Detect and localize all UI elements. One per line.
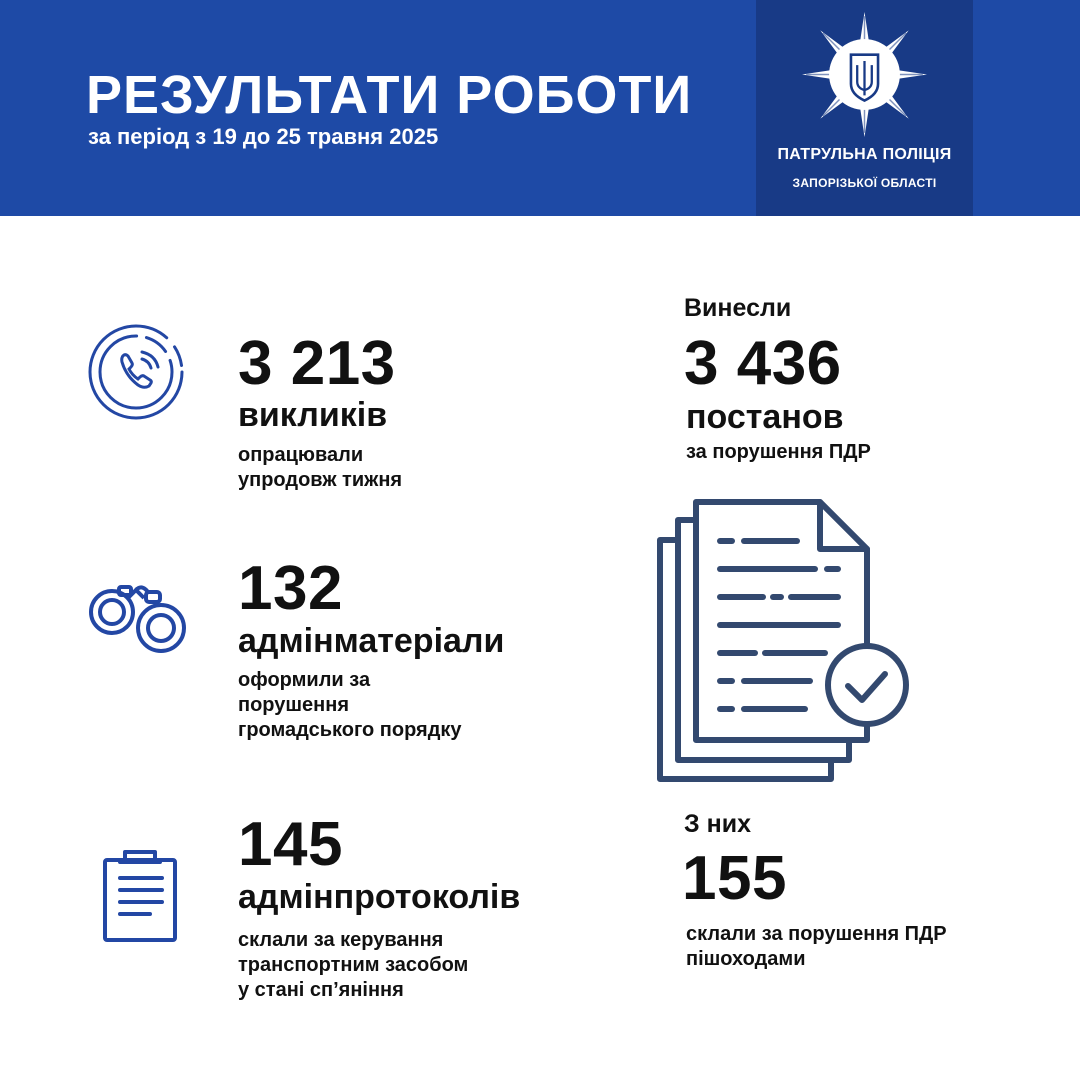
calls-desc-line2: упродовж тижня xyxy=(238,469,403,491)
logo-title: ПАТРУЛЬНА ПОЛІЦІЯ xyxy=(777,146,952,163)
resolutions-desc-line1: за порушення ПДР xyxy=(686,441,871,463)
phone-icon xyxy=(86,322,186,422)
logo-subtitle: ЗАПОРІЗЬКОЇ ОБЛАСТІ xyxy=(792,176,937,190)
calls-count: 3 213 xyxy=(238,329,396,398)
logo-panel xyxy=(756,0,973,216)
police-star-trident-icon xyxy=(802,12,927,137)
admin-protocols-desc-line1: склали за керування xyxy=(238,929,444,951)
page-title: РЕЗУЛЬТАТИ РОБОТИ xyxy=(86,65,693,125)
pedestrians-count: 155 xyxy=(682,844,787,913)
admin-materials-count: 132 xyxy=(238,554,343,623)
calls-label: викликів xyxy=(238,396,388,434)
resolutions-count: 3 436 xyxy=(684,329,842,398)
admin-protocols-desc-line3: у стані сп’яніння xyxy=(238,979,404,1001)
period-subtitle: за період з 19 до 25 травня 2025 xyxy=(88,124,439,149)
pedestrians-prefix: З них xyxy=(684,810,751,838)
admin-protocols-label: адмінпротоколів xyxy=(238,878,521,916)
handcuffs-icon xyxy=(86,578,191,660)
admin-materials-desc-line2: порушення xyxy=(238,694,349,716)
admin-materials-label: адмінматеріали xyxy=(238,622,505,660)
pedestrians-desc-line1: склали за порушення ПДР xyxy=(686,923,947,945)
calls-desc-line1: опрацювали xyxy=(238,444,364,466)
admin-materials-desc-line3: громадського порядку xyxy=(238,719,462,741)
documents-check-icon xyxy=(655,497,915,787)
pedestrians-desc-line2: пішоходами xyxy=(686,948,806,970)
admin-protocols-desc-line2: транспортним засобом xyxy=(238,954,469,976)
admin-protocols-count: 145 xyxy=(238,810,343,879)
admin-materials-desc-line1: оформили за xyxy=(238,669,371,691)
resolutions-prefix: Винесли xyxy=(684,294,792,322)
header-banner xyxy=(0,0,1080,216)
clipboard-icon xyxy=(100,848,180,944)
resolutions-label: постанов xyxy=(686,398,844,436)
